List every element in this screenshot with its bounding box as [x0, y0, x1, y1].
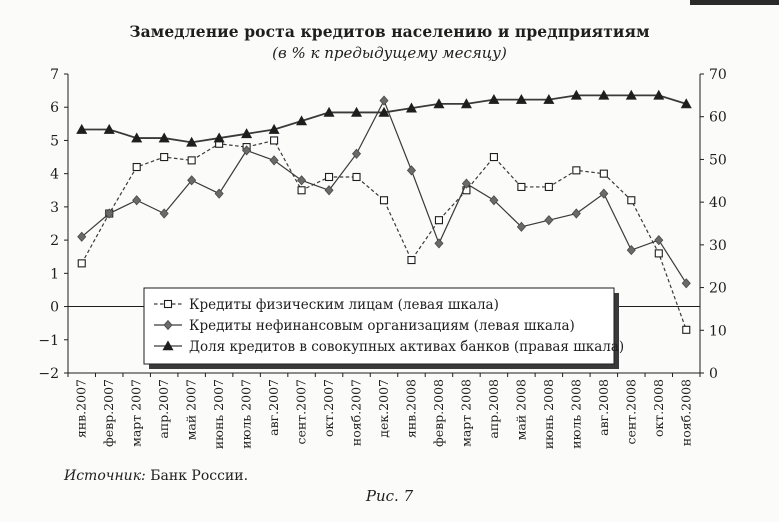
- right-tick-label: 60: [709, 109, 727, 126]
- x-tick-label: февр.2007: [101, 379, 117, 448]
- series-retail-credit-point: [381, 197, 388, 204]
- right-tick-label: 40: [709, 195, 727, 212]
- series-corporate-credit-point: [682, 279, 690, 288]
- series-corporate-credit: [78, 96, 691, 288]
- left-tick-label: −1: [38, 332, 59, 349]
- x-tick-label: сент.2008: [623, 379, 639, 445]
- left-tick-label: 0: [50, 299, 59, 316]
- legend-entry-label: Кредиты физическим лицам (левая шкала): [189, 297, 499, 313]
- series-retail-credit-point: [573, 167, 580, 174]
- right-tick-label: 30: [709, 237, 727, 254]
- series-corporate-credit-point: [655, 236, 663, 245]
- x-tick-label: июнь 2008: [540, 379, 556, 450]
- x-tick-label: сент.2007: [293, 379, 309, 445]
- right-tick-label: 50: [709, 152, 727, 169]
- series-retail-credit-point: [326, 173, 333, 180]
- series-retail-credit-point: [78, 260, 85, 267]
- chart-subtitle: (в % к предыдущему месяцу): [272, 44, 507, 62]
- x-tick-label: март 2008: [458, 379, 474, 447]
- series-retail-credit-point: [161, 154, 168, 161]
- left-tick-label: 2: [50, 233, 59, 250]
- x-tick-label: июль 2008: [568, 379, 584, 449]
- axes-layer: [38, 67, 726, 449]
- left-tick-label: 5: [50, 133, 59, 150]
- figure-caption: Рис. 7: [365, 487, 414, 505]
- x-tick-label: янв.2007: [73, 379, 89, 439]
- x-tick-label: нояб.2008: [678, 379, 694, 447]
- x-tick-label: март 2007: [128, 379, 144, 447]
- series-retail-credit-point: [353, 173, 360, 180]
- left-tick-label: 3: [50, 199, 59, 216]
- series-retail-credit-point: [408, 257, 415, 264]
- series-corporate-credit-point: [215, 189, 223, 198]
- left-tick-label: 4: [50, 166, 59, 183]
- x-tick-label: апр.2007: [156, 379, 172, 439]
- left-tick-label: −2: [38, 366, 59, 382]
- series-corporate-credit-point: [545, 216, 553, 225]
- series-corporate-credit-point: [600, 189, 608, 198]
- series-retail-credit-point: [298, 187, 305, 194]
- series-corporate-credit-point: [270, 156, 278, 165]
- chart-title: Замедление роста кредитов населению и предприятиям: [129, 22, 650, 41]
- x-tick-label: апр.2008: [485, 379, 501, 439]
- x-tick-label: дек.2007: [376, 379, 391, 438]
- right-tick-label: 20: [709, 280, 727, 297]
- x-tick-label: май 2007: [183, 379, 199, 441]
- series-retail-credit-point: [133, 164, 140, 171]
- series-corporate-credit-line: [82, 101, 687, 284]
- series-retail-credit-point: [683, 326, 690, 333]
- left-tick-label: 1: [50, 266, 59, 283]
- x-tick-label: окт.2007: [321, 379, 337, 438]
- x-tick-label: авг.2007: [266, 379, 282, 436]
- series-corporate-credit-point: [572, 209, 580, 218]
- series-retail-credit-point: [435, 217, 442, 224]
- series-retail-credit-point: [655, 250, 662, 257]
- series-retail-credit-point: [271, 137, 278, 144]
- x-tick-label: нояб.2007: [348, 379, 364, 447]
- source-line: [64, 468, 248, 484]
- x-tick-label: июнь 2007: [211, 379, 227, 450]
- series-corporate-credit-point: [627, 246, 635, 255]
- series-corporate-credit-point: [435, 239, 443, 248]
- series-retail-credit-point: [188, 157, 195, 164]
- x-tick-label: июль 2007: [238, 379, 254, 449]
- series-retail-credit-point: [518, 183, 525, 190]
- left-tick-label: 6: [50, 100, 59, 117]
- series-retail-credit-point: [545, 183, 552, 190]
- x-tick-label: май 2008: [513, 379, 529, 441]
- x-tick-label: авг.2008: [595, 379, 611, 436]
- source-label: Источник:: [64, 468, 146, 484]
- legend-entry-label: Доля кредитов в совокупных активах банков (правая шкала): [189, 339, 625, 355]
- source-text: Банк России.: [145, 468, 249, 484]
- x-tick-label: февр.2008: [430, 379, 446, 448]
- right-tick-label: 70: [709, 67, 727, 83]
- x-tick-label: янв.2008: [403, 379, 419, 439]
- legend-swatch-marker: [165, 301, 172, 308]
- x-tick-label: окт.2008: [650, 379, 666, 438]
- series-retail-credit-point: [490, 154, 497, 161]
- right-tick-label: 0: [709, 366, 718, 382]
- legend-entry-label: Кредиты нефинансовым организациям (левая шкала): [189, 318, 575, 334]
- legend: [144, 288, 624, 369]
- series-corporate-credit-point: [407, 166, 415, 175]
- series-corporate-credit-point: [380, 96, 388, 105]
- right-tick-label: 10: [709, 323, 727, 340]
- series-corporate-credit-point: [133, 196, 141, 205]
- series-corporate-credit-point: [298, 176, 306, 185]
- left-tick-label: 7: [50, 67, 59, 83]
- series-retail-credit-point: [628, 197, 635, 204]
- series-retail-credit-point: [600, 170, 607, 177]
